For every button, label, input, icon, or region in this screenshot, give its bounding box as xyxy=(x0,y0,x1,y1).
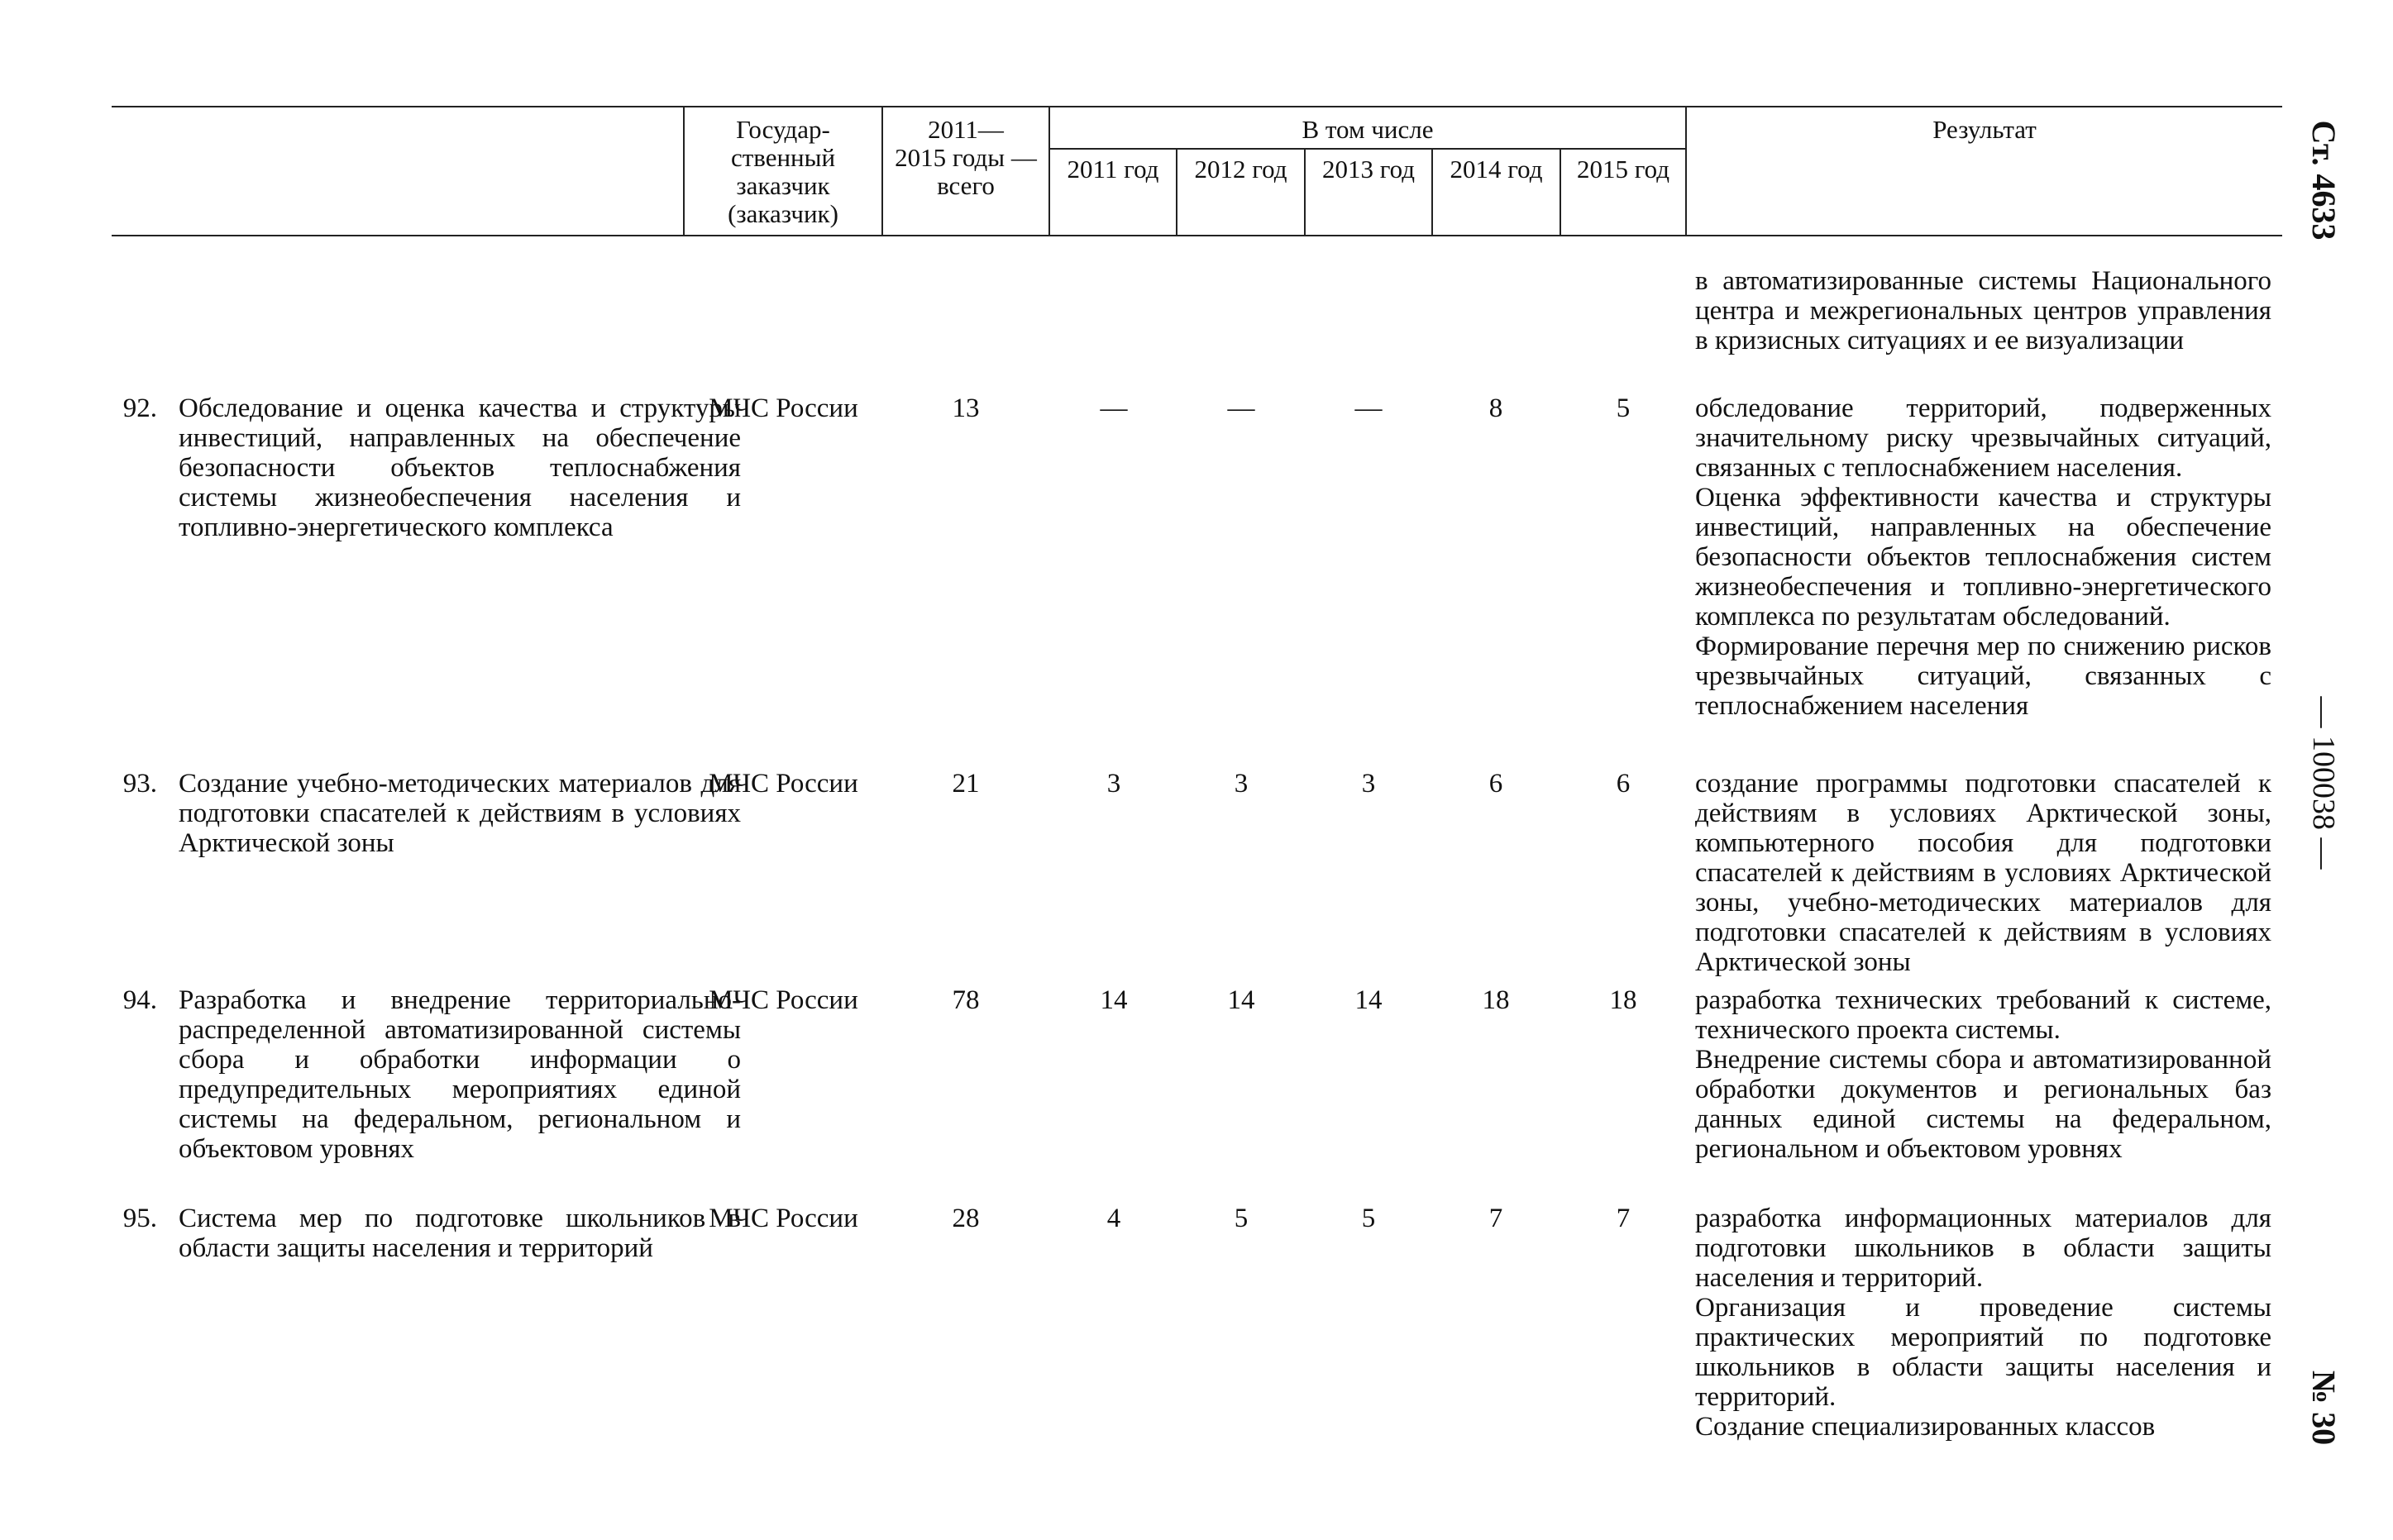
header-year-2015: 2015 год xyxy=(1576,155,1670,184)
result-paragraph: разработка технических требований к системе, технического проекта системы. xyxy=(1695,985,2271,1045)
result-paragraph: Внедрение системы сбора и автоматизированной обработки документов и региональных баз данных единой системы на федеральном, региональном и объектовом уровнях xyxy=(1695,1045,2271,1164)
row-number: 95. xyxy=(122,1204,157,1233)
row-customer: МЧС России xyxy=(709,769,858,799)
row-2014: 6 xyxy=(1488,769,1503,799)
row-2011: 4 xyxy=(1106,1204,1121,1233)
row-total: 28 xyxy=(952,1204,980,1233)
row-result xyxy=(1695,393,2271,721)
year-subheader-rule xyxy=(1048,148,1685,150)
header-total: 2011— 2015 годы — всего xyxy=(895,115,1037,200)
page-label: Ст. 4633 xyxy=(2305,120,2343,241)
row-2014: 8 xyxy=(1488,393,1503,423)
row-2015: 5 xyxy=(1616,393,1631,423)
result-paragraph: создание программы подготовки спасателей к действиям в условиях Арктической зоны, компьютерного пособия для подготовки спасателей к действиям в условиях Арктической зоны, учебно-методических материалов для подготовки спасателей к действиям в условиях Арктической зоны xyxy=(1695,769,2271,977)
row-2012: — xyxy=(1227,393,1255,423)
result-paragraph: разработка информационных материалов для подготовки школьников в области защиты населения и территорий. xyxy=(1695,1204,2271,1293)
row-result xyxy=(1695,1204,2271,1442)
row-total: 78 xyxy=(952,985,980,1015)
row-2012: 3 xyxy=(1234,769,1249,799)
header-year-2013: 2013 год xyxy=(1321,155,1416,184)
row-customer: МЧС России xyxy=(709,1204,858,1233)
row-result xyxy=(1695,985,2271,1164)
row-2012: 5 xyxy=(1234,1204,1249,1233)
row-number: 92. xyxy=(122,393,157,423)
issue-number: № 30 xyxy=(2305,1370,2343,1446)
row-number: 93. xyxy=(122,769,157,799)
row-2013: 3 xyxy=(1361,769,1376,799)
carryover-result: в автоматизированные системы Национального центра и межрегиональных центров управления в кризисных ситуациях и ее визуализации xyxy=(1695,266,2271,355)
header-customer: Государ- ственный заказчик (заказчик) xyxy=(728,115,838,228)
row-2014: 18 xyxy=(1482,985,1510,1015)
result-paragraph: Организация и проведение системы практических мероприятий по подготовке школьников в области защиты населения и территорий. xyxy=(1695,1293,2271,1412)
row-title: Разработка и внедрение территориально-распределенной автоматизированной системы сбора и обработки информации о предупредительных мероприятиях единой системы на федеральном, региональном и объектовом уровнях xyxy=(179,985,741,1164)
result-paragraph: Создание специализированных классов xyxy=(1695,1412,2156,1442)
row-title: Создание учебно-методических материалов для подготовки спасателей к действиям в условиях Арктической зоны xyxy=(179,769,741,858)
row-customer: МЧС России xyxy=(709,985,858,1015)
header-year-2011: 2011 год xyxy=(1067,155,1159,184)
result-paragraph: Формирование перечня мер по снижению рисков чрезвычайных ситуаций, связанных с теплоснабжением населения xyxy=(1695,632,2271,721)
header-including: В том числе xyxy=(1302,115,1434,144)
row-2011: 3 xyxy=(1106,769,1121,799)
document-number: — 100038 — xyxy=(2306,696,2341,870)
row-2012: 14 xyxy=(1227,985,1255,1015)
table-top-rule xyxy=(112,106,2282,107)
row-title: Обследование и оценка качества и структуры инвестиций, направленных на обеспечение безопасности объектов теплоснабжения системы жизнеобеспечения населения и топливно-энергетического комплекса xyxy=(179,393,741,542)
header-result: Результат xyxy=(1932,115,2037,144)
header-bottom-rule xyxy=(112,235,2282,236)
result-paragraph: обследование территорий, подверженных значительному риску чрезвычайных ситуаций, связанных с теплоснабжением населения. xyxy=(1695,393,2271,483)
row-result xyxy=(1695,769,2271,977)
result-paragraph: Оценка эффективности качества и структуры инвестиций, направленных на обеспечение безопасности объектов теплоснабжения систем жизнеобеспечения и топливно-энергетического комплекса по результатам обследований. xyxy=(1695,483,2271,632)
row-2013: 14 xyxy=(1354,985,1383,1015)
row-2015: 7 xyxy=(1616,1204,1631,1233)
row-total: 13 xyxy=(952,393,980,423)
header-year-2014: 2014 год xyxy=(1450,155,1543,184)
row-2011: — xyxy=(1100,393,1128,423)
row-total: 21 xyxy=(952,769,980,799)
row-2015: 6 xyxy=(1616,769,1631,799)
row-2013: 5 xyxy=(1361,1204,1376,1233)
row-title: Система мер по подготовке школьников в области защиты населения и территорий xyxy=(179,1204,741,1263)
row-number: 94. xyxy=(122,985,157,1015)
row-2015: 18 xyxy=(1609,985,1637,1015)
header-year-2012: 2012 год xyxy=(1194,155,1287,184)
row-customer: МЧС России xyxy=(709,393,858,423)
row-2011: 14 xyxy=(1100,985,1128,1015)
row-2013: — xyxy=(1354,393,1383,423)
row-2014: 7 xyxy=(1488,1204,1503,1233)
